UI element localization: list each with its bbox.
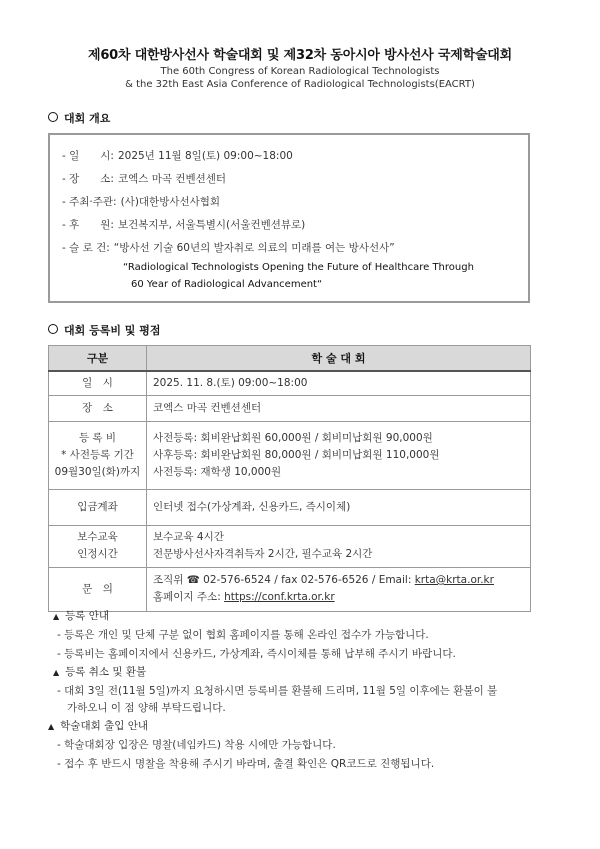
fee-label-line-3: 09월30일(화)까지 <box>54 465 141 478</box>
english-title-line-2: & the 32th East Asia Conference of Radiological Technologists(EACRT) <box>125 79 475 90</box>
row-label-date: 일 시 <box>49 371 147 395</box>
edu-value-line-2: 전문방사선사자격취득자 2시간, 필수교육 2시간 <box>153 548 373 560</box>
cancel-notice-line: - 대회 3일 전(11월 5일)까지 요청하시면 등록비를 환불해 드리며, 11월 5일 이후에는 환불이 불 <box>57 685 498 697</box>
inquiry-contact-line <box>153 572 529 589</box>
table-row <box>49 371 531 395</box>
overview-item-sponsor <box>62 217 305 232</box>
row-value-education <box>147 525 531 567</box>
overview-value: “방사선 기술 60년의 발자취로 의료의 미래를 여는 방사선사” <box>113 242 395 254</box>
row-label-venue: 장 소 <box>49 395 147 421</box>
document-title: 제60차 대한방사선사 학술대회 및 제32차 동아시아 방사선사 국제학술대회 <box>87 48 513 63</box>
circle-bullet-icon <box>48 324 58 334</box>
table-row <box>49 395 531 421</box>
cancel-notice-heading <box>53 664 146 679</box>
registration-table <box>48 345 531 612</box>
email-link[interactable]: krta@krta.or.kr <box>414 574 494 586</box>
row-label-payment: 입금계좌 <box>49 489 147 525</box>
notice-heading-text: 등록 취소 및 환불 <box>65 666 147 678</box>
overview-item-venue <box>62 171 226 186</box>
registration-notice-line: - 등록비는 홈페이지에서 신용카드, 가상계좌, 즉시이체를 통해 납부해 주시기 바랍니다. <box>57 648 456 660</box>
homepage-label: 홈페이지 주소: <box>153 591 225 603</box>
row-value-venue: 코엑스 마곡 컨벤션센터 <box>147 395 531 421</box>
homepage-link[interactable]: https://conf.krta.or.kr <box>224 591 335 603</box>
registration-heading-text: 대회 등록비 및 평점 <box>64 324 161 337</box>
edu-label-line-1: 보수교육 <box>77 531 118 543</box>
table-row <box>49 421 531 489</box>
overview-item-date <box>62 148 293 163</box>
overview-item-slogan <box>62 240 395 255</box>
edu-value-line-1: 보수교육 4시간 <box>153 531 224 543</box>
fee-label-line-1: 등 록 비 <box>78 431 117 444</box>
overview-label: - 주최·주관: <box>62 196 117 208</box>
row-value-date: 2025. 11. 8.(토) 09:00~18:00 <box>147 371 531 395</box>
circle-bullet-icon <box>48 112 58 122</box>
table-row <box>49 525 531 567</box>
row-value-inquiry <box>147 567 531 611</box>
english-title-line-1: The 60th Congress of Korean Radiological Technologists <box>160 66 440 77</box>
slogan-english-line-1: “Radiological Technologists Opening the Future of Healthcare Through <box>123 262 474 273</box>
cancel-notice-line: 가하오니 이 점 양해 부탁드립니다. <box>67 702 226 714</box>
row-value-fee <box>147 421 531 489</box>
fee-post-registration: 사후등록: 회비완납회원 80,000원 / 회비미납회원 110,000원 <box>153 448 440 461</box>
row-label-inquiry: 문 의 <box>49 567 147 611</box>
registration-heading <box>48 322 161 338</box>
overview-value: (사)대한방사선사협회 <box>120 196 221 208</box>
table-row <box>49 567 531 611</box>
entry-notice-line: - 접수 후 반드시 명찰을 착용해 주시기 바라며, 출결 확인은 QR코드로 진행됩니다. <box>57 758 435 770</box>
overview-value: 보건복지부, 서울특별시(서울컨벤션뷰로) <box>117 219 306 231</box>
fee-pre-registration: 사전등록: 회비완납회원 60,000원 / 회비미납회원 90,000원 <box>153 431 433 444</box>
inquiry-contact-text: 조직위 ☎ 02-576-6524 / fax 02-576-6526 / Email: <box>153 574 415 586</box>
overview-label: - 슬 로 건: <box>62 242 110 254</box>
fee-label-line-2: * 사전등록 기간 <box>61 448 134 461</box>
notice-heading-text: 학술대회 출입 안내 <box>60 720 148 732</box>
overview-value: 코엑스 마곡 컨벤션센터 <box>117 173 227 185</box>
inquiry-homepage-line <box>153 589 529 606</box>
overview-label: - 일 시: <box>62 150 114 162</box>
overview-label: - 장 소: <box>62 173 114 185</box>
entry-notice-line: - 학술대회장 입장은 명찰(네임카드) 착용 시에만 가능합니다. <box>57 739 336 751</box>
registration-notice-heading <box>53 608 109 623</box>
triangle-bullet-icon: ▲ <box>53 612 60 621</box>
entry-notice-heading <box>48 718 148 733</box>
overview-heading-text: 대회 개요 <box>64 112 111 125</box>
column-header-conference: 학 술 대 회 <box>147 346 531 372</box>
overview-item-host <box>62 194 220 209</box>
notice-heading-text: 등록 안내 <box>65 610 110 622</box>
overview-label: - 후 원: <box>62 219 114 231</box>
row-value-payment: 인터넷 접수(가상계좌, 신용카드, 즉시이체) <box>147 489 531 525</box>
triangle-bullet-icon: ▲ <box>53 668 60 677</box>
overview-value: 2025년 11월 8일(토) 09:00~18:00 <box>117 150 293 162</box>
registration-notice-line: - 등록은 개인 및 단체 구분 없이 협회 홈페이지를 통해 온라인 접수가 가능합니다. <box>57 629 429 641</box>
slogan-english-line-2: 60 Year of Radiological Advancement“ <box>131 279 323 290</box>
table-row <box>49 489 531 525</box>
row-label-fee <box>49 421 147 489</box>
table-header-row <box>49 346 531 372</box>
row-label-education <box>49 525 147 567</box>
triangle-bullet-icon: ▲ <box>48 722 55 731</box>
column-header-category: 구분 <box>49 346 147 372</box>
fee-student: 사전등록: 재학생 10,000원 <box>153 465 282 478</box>
overview-heading <box>48 110 110 126</box>
edu-label-line-2: 인정시간 <box>77 548 118 560</box>
